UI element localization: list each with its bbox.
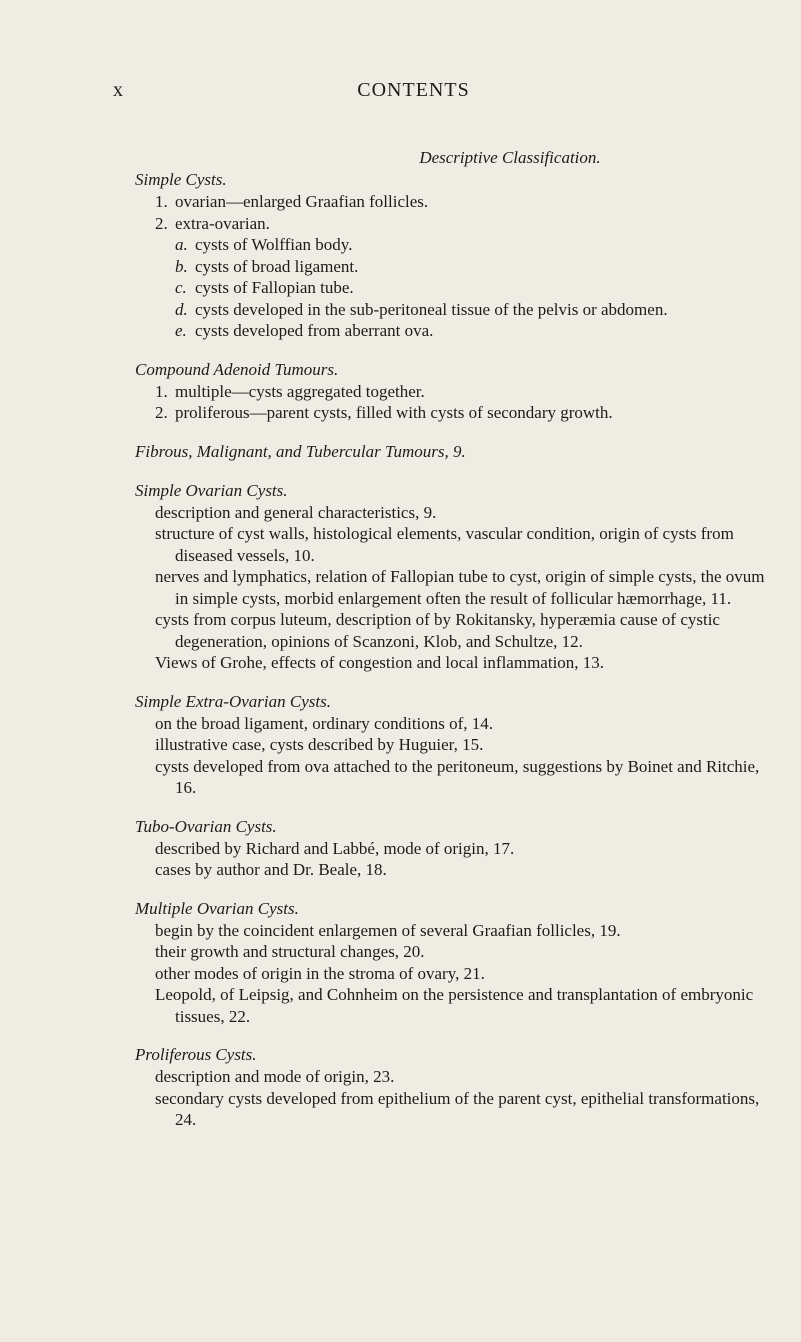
entry-text: nerves and lymphatics, relation of Fallopian tube to cyst, origin of simple cysts, the ovum in simple cysts, morbid enlargement often the result of follicular hæmorrhage, 11. [155,567,765,608]
entry-marker: c. [175,278,187,297]
entry-text: cases by author and Dr. Beale, 18. [155,860,387,879]
toc-section [135,1044,767,1131]
section-heading: Compound Adenoid Tumours. [135,359,339,379]
toc-entry [135,1088,767,1131]
entry-text: multiple—cysts aggregated together. [175,381,425,401]
toc-entry [135,566,767,609]
toc-entry [135,941,767,963]
entry-text: described by Richard and Labbé, mode of origin, 17. [155,838,515,858]
entry-text: cysts developed from aberrant ova. [195,321,434,340]
entry-text: illustrative case, cysts described by Huguier, 15. [155,735,484,754]
toc-entry [135,402,767,424]
entry-text: cysts of broad ligament. [195,256,359,276]
entry-text: cysts developed in the sub-peritoneal tissue of the pelvis or abdomen. [195,299,668,319]
entry-marker: a. [175,235,188,254]
entry-text: cysts of Fallopian tube. [195,278,354,297]
entry-marker: 2. [155,403,168,422]
toc-section [135,169,767,342]
toc-entry [135,920,767,942]
section-entries [135,381,767,424]
entry-text: secondary cysts developed from epithelium of the parent cyst, epithelial transformations, 24. [155,1088,760,1129]
contents-body [135,147,767,1131]
toc-entry [135,859,767,881]
classification-title: Descriptive Classification. [419,148,601,167]
toc-entry [135,984,767,1027]
sections-container [135,169,767,1131]
running-head: CONTENTS [357,79,470,101]
toc-entry [135,963,767,985]
entry-marker: 2. [155,213,168,233]
toc-entry [135,381,767,403]
entry-text: their growth and structural changes, 20. [155,942,425,961]
entry-text: other modes of origin in the stroma of ovary, 21. [155,963,485,983]
section-heading: Proliferous Cysts. [135,1045,257,1064]
toc-entry [135,320,767,342]
entry-text: begin by the coincident enlargemen of several Graafian follicles, 19. [155,920,621,940]
entry-marker: b. [175,256,188,276]
section-heading: Tubo-Ovarian Cysts. [135,816,277,836]
toc-entry [135,299,767,321]
entry-text: extra-ovarian. [175,213,270,233]
entry-marker: d. [175,299,188,319]
toc-entry [135,256,767,278]
entry-text: structure of cyst walls, histological elements, vascular condition, origin of cysts from diseased vessels, 10. [155,524,734,565]
entry-text: cysts from corpus luteum, description of by Rokitansky, hyperæmia cause of cystic degeneration, opinions of Scanzoni, Klob, and Schultze, 12. [155,610,720,651]
toc-section [135,359,767,424]
toc-entry [135,502,767,524]
entry-text: ovarian—enlarged Graafian follicles. [175,192,429,211]
section-heading: Fibrous, Malignant, and Tubercular Tumours, 9. [135,441,466,461]
toc-entry [135,523,767,566]
entry-text: cysts developed from ova attached to the peritoneum, suggestions by Boinet and Ritchie, 16. [155,756,760,797]
toc-section [135,691,767,799]
entry-text: cysts of Wolffian body. [195,235,353,254]
toc-entry [135,713,767,735]
toc-section [135,441,767,463]
toc-entry [135,191,767,213]
section-heading: Multiple Ovarian Cysts. [135,898,299,918]
entry-text: on the broad ligament, ordinary conditions of, 14. [155,713,494,733]
toc-entry [135,734,767,756]
section-heading: Simple Extra-Ovarian Cysts. [135,691,331,711]
section-entries [135,1066,767,1131]
section-entries [135,502,767,674]
section-heading: Simple Cysts. [135,170,227,189]
entry-text: Views of Grohe, effects of congestion and local inflammation, 13. [155,653,605,672]
section-heading: Simple Ovarian Cysts. [135,480,288,500]
entry-text: description and general characteristics, 9. [155,502,437,522]
toc-section [135,898,767,1028]
toc-entry [135,277,767,299]
entry-marker: 1. [155,381,168,401]
section-entries [135,713,767,799]
page-number: x [113,79,123,101]
toc-entry [135,838,767,860]
toc-entry [135,234,767,256]
section-entries [135,838,767,881]
entry-marker: 1. [155,192,168,211]
toc-entry [135,213,767,235]
toc-section [135,480,767,674]
section-entries [135,191,767,342]
toc-section [135,816,767,881]
toc-entry [135,609,767,652]
toc-entry [135,756,767,799]
toc-entry [135,1066,767,1088]
entry-text: Leopold, of Leipsig, and Cohnheim on the persistence and transplantation of embryonic tissues, 22. [155,985,754,1026]
page-header [0,79,801,107]
entry-marker: e. [175,321,187,340]
toc-entry [135,652,767,674]
entry-text: description and mode of origin, 23. [155,1067,395,1086]
section-entries [135,920,767,1028]
entry-text: proliferous—parent cysts, filled with cysts of secondary growth. [175,403,613,422]
